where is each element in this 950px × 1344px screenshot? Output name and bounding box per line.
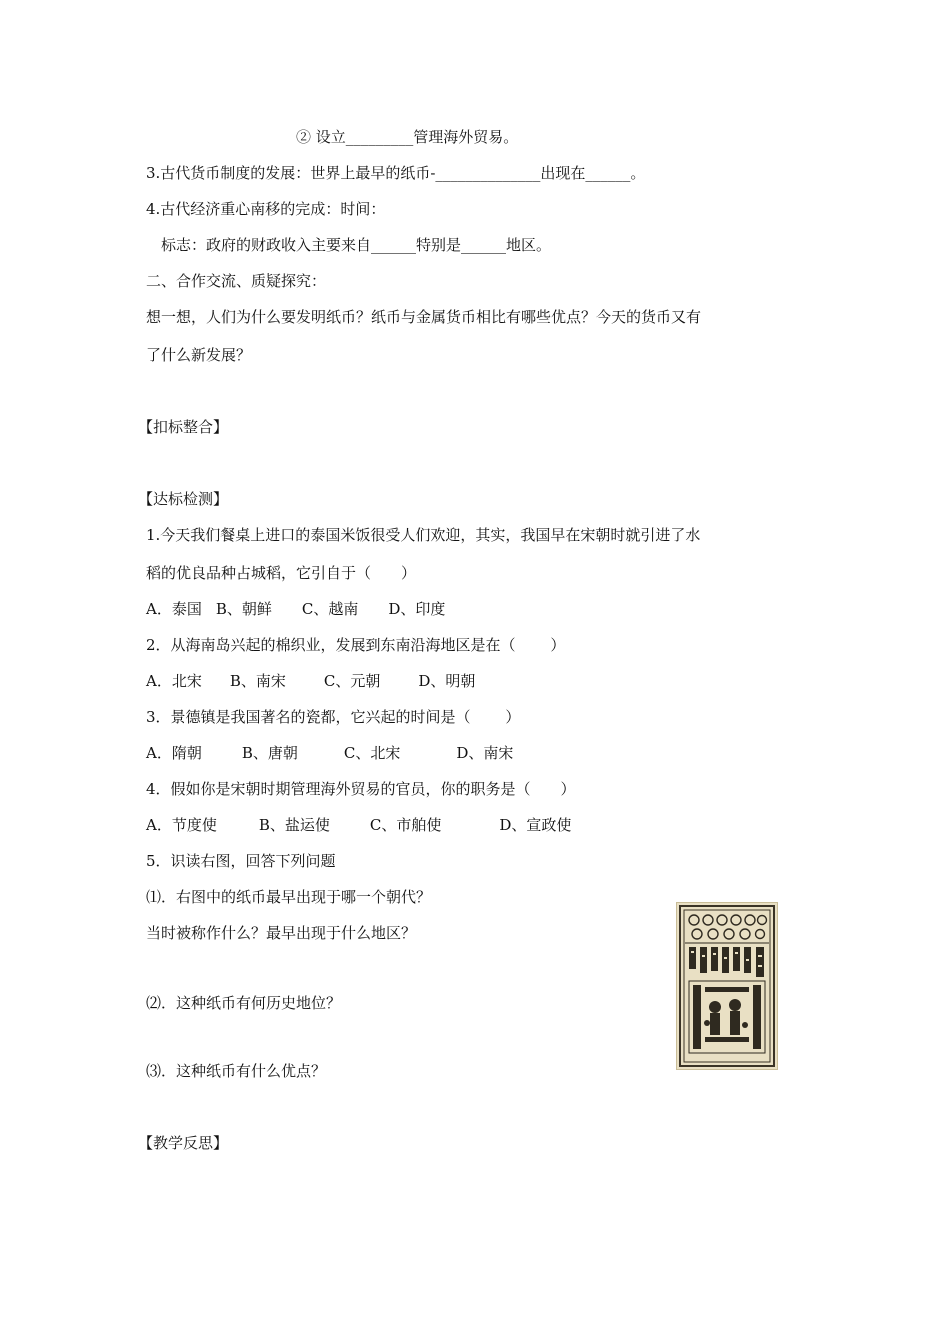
option-d: D、明朝 [418,672,476,690]
question-think: 想一想，人们为什么要发明纸币？纸币与金属货币相比有哪些优点？今天的货币又有 [146,308,702,326]
option-b: B、唐朝 [241,744,298,762]
option-a: A．泰国 [146,600,202,618]
options-q4 [146,815,571,835]
option-c: C、元朝 [323,672,381,690]
options-q2 [146,671,475,691]
option-b: B、南宋 [229,672,286,690]
option-c: C、越南 [301,600,359,618]
question-1-cont: 稻的优良品种占城稻，它引自于（ ） [146,564,417,582]
section-heading-reflection: 【教学反思】 [138,1134,229,1152]
option-d: D、印度 [388,600,446,618]
question-5-2: ⑵．这种纸币有何历史地位？ [146,994,342,1012]
question-5-1: ⑴．右图中的纸币最早出现于哪一个朝代？ [146,888,432,906]
option-c: C、市舶使 [369,816,442,834]
line-marker: 标志：政府的财政收入主要来自______特别是______地区。 [161,236,552,254]
section-heading-test: 【达标检测】 [138,490,229,508]
line-shibosi: ② 设立_________管理海外贸易。 [296,128,519,146]
option-c: C、北宋 [343,744,401,762]
option-b: B、朝鲜 [215,600,272,618]
option-d: D、南宋 [456,744,514,762]
paper-money-jiaozi-image [676,902,778,1070]
options-q3 [146,743,513,763]
option-a: A．隋朝 [146,744,202,762]
option-a: A．节度使 [146,816,217,834]
question-3: 3．景德镇是我国著名的瓷都，它兴起的时间是（ ） [146,708,521,726]
line-economic-shift: 4.古代经济重心南移的完成：时间： [146,200,386,218]
question-5: 5．识读右图，回答下列问题 [146,852,336,870]
question-5-3: ⑶．这种纸币有什么优点？ [146,1062,327,1080]
question-2: 2．从海南岛兴起的棉织业，发展到东南沿海地区是在（ ） [146,636,566,654]
option-b: B、盐运使 [258,816,330,834]
question-1: 1.今天我们餐桌上进口的泰国米饭很受人们欢迎，其实，我国早在宋朝时就引进了水 [146,526,701,544]
section-heading-integration: 【扣标整合】 [138,418,229,436]
options-q1 [146,599,445,619]
question-think-cont: 了什么新发展？ [146,346,252,364]
question-5-1-cont: 当时被称作什么？最早出现于什么地区？ [146,924,417,942]
question-4: 4．假如你是宋朝时期管理海外贸易的官员，你的职务是（ ） [146,780,576,798]
section-heading-cooperation: 二、合作交流、质疑探究： [146,272,327,290]
line-currency: 3.古代货币制度的发展：世界上最早的纸币-______________出现在______。 [146,164,646,182]
option-d: D、宣政使 [499,816,572,834]
option-a: A．北宋 [146,672,202,690]
paper-money-picture [677,903,777,1069]
